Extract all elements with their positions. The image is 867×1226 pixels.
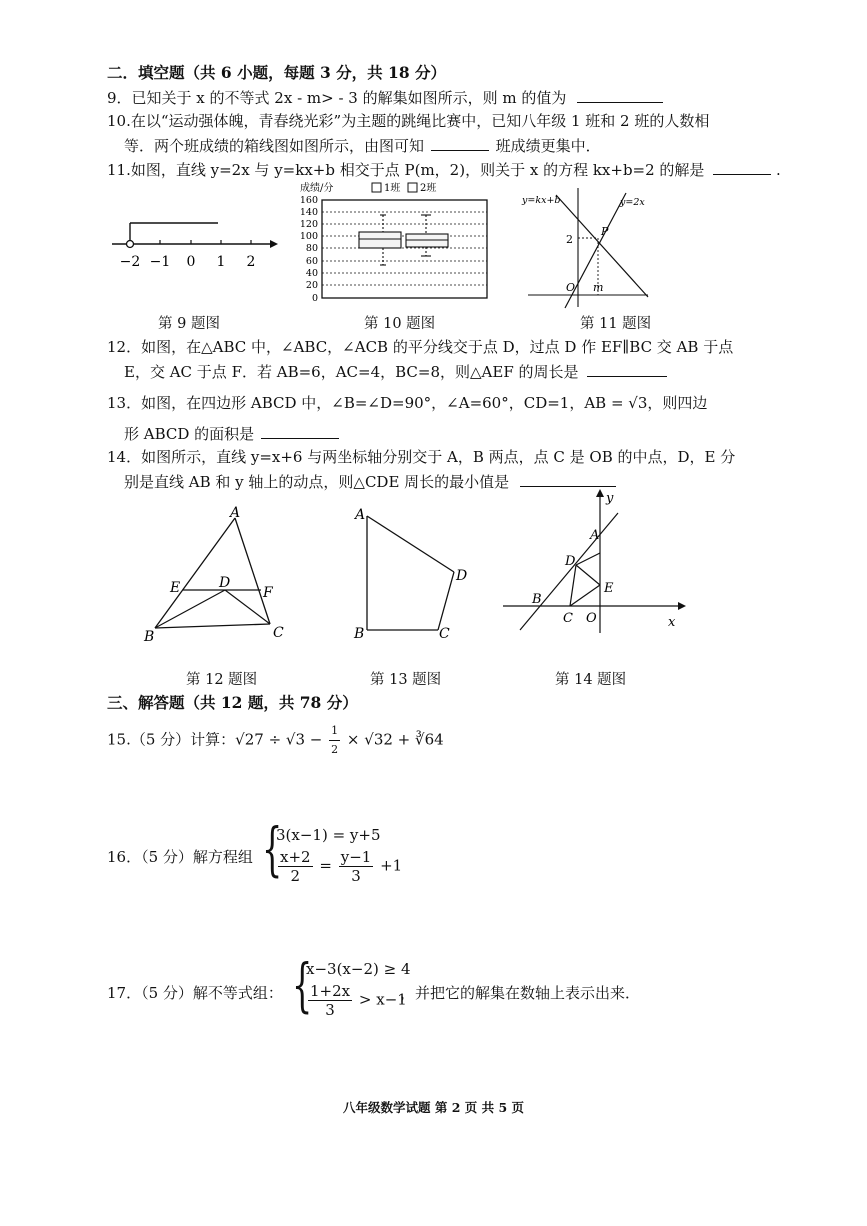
- section-3-title: 三、解答题（共 12 题，共 78 分）: [107, 693, 358, 712]
- ytick-0: 0: [311, 293, 318, 304]
- label-origin: O: [566, 281, 576, 294]
- figure-12-caption: 第 12 题图: [186, 672, 258, 688]
- fraction-denominator: 2: [331, 743, 339, 756]
- tick-label-neg1: −1: [149, 254, 171, 270]
- question-16-eq1: 3(x−1) = y+5: [276, 826, 381, 844]
- question-12-line2: [124, 360, 667, 383]
- figure-9-caption: 第 9 题图: [158, 316, 220, 332]
- page-footer: 八年级数学试题 第 2 页 共 5 页: [342, 1100, 524, 1115]
- figure-14-coordinate: [500, 485, 690, 645]
- tick-label-neg2: −2: [119, 254, 141, 270]
- label-b: B: [354, 626, 365, 642]
- eq2-fraction-right: [339, 848, 374, 885]
- question-10-text-b: 班成绩更集中．: [495, 137, 601, 155]
- label-c: C: [563, 611, 573, 626]
- open-circle: [127, 241, 134, 248]
- answer-blank-12[interactable]: [587, 360, 667, 377]
- question-15: [107, 722, 444, 759]
- eq2-equals: =: [319, 856, 332, 875]
- question-13-line1: 13．如图，在四边形 ABCD 中，∠B=∠D=90°，∠A=60°，CD=1，AB = √3，则四边: [107, 394, 708, 412]
- question-9-text: 9．已知关于 x 的不等式 2x - m> - 3 的解集如图所示，则 m 的值为: [107, 89, 567, 107]
- question-16-label: 16．（5 分）解方程组: [107, 848, 253, 866]
- box-class-2: [406, 215, 448, 256]
- quadrilateral-abcd: [367, 516, 454, 630]
- label-e: E: [170, 580, 181, 596]
- ineq2-fraction: [308, 982, 352, 1019]
- question-11: [107, 158, 781, 181]
- label-point-p: P: [601, 225, 609, 238]
- label-a: A: [355, 507, 366, 523]
- figure-14-caption: 第 14 题图: [555, 672, 627, 688]
- figure-10-caption: 第 10 题图: [364, 316, 436, 332]
- gridlines: [322, 212, 487, 285]
- label-e: E: [604, 581, 614, 596]
- eq2-right-denominator: 3: [351, 867, 361, 885]
- label-line-kx-b: y=kx+b: [522, 195, 561, 206]
- label-f: F: [263, 585, 273, 601]
- ytick-20: 20: [305, 280, 318, 291]
- system-brace-16: {: [262, 815, 283, 883]
- box-class-1: [359, 215, 401, 265]
- answer-blank-9[interactable]: [577, 86, 663, 103]
- label-d: D: [219, 575, 231, 591]
- question-14-text: 别是直线 AB 和 y 轴上的动点，则△CDE 周长的最小值是: [124, 473, 510, 491]
- label-o: O: [586, 611, 597, 626]
- answer-blank-10[interactable]: [431, 134, 489, 151]
- question-12-text: E，交 AC 于点 F．若 AB=6，AC=4，BC=8，则△AEF 的周长是: [124, 363, 579, 381]
- question-12-line1: 12．如图，在△ABC 中，∠ABC，∠ACB 的平分线交于点 D，过点 D 作 EF∥BC 交 AB 于点: [107, 338, 734, 356]
- question-10-line1: 10.在以“运动强体魄，青春绕光彩”为主题的跳绳比赛中，已知八年级 1 班和 2 班的人数相: [107, 112, 710, 130]
- plot-frame: [322, 200, 487, 298]
- question-17-eq2: [306, 982, 407, 1019]
- question-16-eq2: [276, 848, 402, 885]
- label-y: y: [606, 491, 614, 506]
- ytick-100: 100: [299, 231, 318, 242]
- answer-blank-11[interactable]: [713, 158, 771, 175]
- label-b: B: [532, 592, 542, 607]
- label-c: C: [273, 625, 284, 641]
- legend-swatch-1: [372, 183, 381, 192]
- question-13-text: 形 ABCD 的面积是: [124, 425, 255, 443]
- label-line-2x: y=2x: [620, 197, 645, 208]
- figure-13-quadrilateral: [348, 500, 478, 650]
- ytick-60: 60: [305, 256, 318, 267]
- ytick-140: 140: [299, 207, 318, 218]
- figure-11-lines: [520, 185, 655, 310]
- question-11-end: .: [776, 161, 781, 179]
- figure-12-triangle: [138, 500, 298, 650]
- eq2-fraction-left: [278, 848, 313, 885]
- legend-swatch-2: [408, 183, 417, 192]
- legend-label-2: 2班: [420, 183, 437, 194]
- label-m: m: [593, 281, 604, 294]
- label-x: x: [668, 615, 676, 630]
- label-a: A: [590, 528, 600, 543]
- label-a: A: [230, 505, 241, 521]
- label-y-2: 2: [566, 233, 573, 246]
- ytick-120: 120: [299, 219, 318, 230]
- question-17-eq1: x−3(x−2) ≥ 4: [306, 960, 411, 978]
- eq2-left-numerator: x+2: [280, 848, 311, 866]
- ytick-80: 80: [305, 243, 318, 254]
- question-10-text-a: 等．两个班成绩的箱线图如图所示，由图可知: [124, 137, 425, 155]
- figure-13-caption: 第 13 题图: [370, 672, 442, 688]
- figure-10-box-plot: [296, 180, 496, 305]
- question-9: [107, 86, 663, 109]
- tick-label-1: 1: [216, 254, 226, 270]
- eq2-left-denominator: 2: [290, 867, 301, 885]
- x-axis-arrow: [678, 602, 686, 610]
- question-14-line1: 14．如图所示，直线 y=x+6 与两坐标轴分别交于 A，B 两点，点 C 是 OB 的中点，D，E 分: [107, 448, 736, 466]
- answer-blank-13[interactable]: [261, 422, 339, 439]
- section-2-title: 二．填空题（共 6 小题，每题 3 分，共 18 分）: [107, 63, 447, 82]
- legend-label-1: 1班: [384, 183, 401, 194]
- y-axis-arrow: [596, 489, 604, 497]
- ineq2-rhs: > x−1: [358, 990, 407, 1009]
- label-b: B: [144, 629, 155, 645]
- question-10-line2: [124, 134, 601, 157]
- question-13-line2: [124, 422, 339, 445]
- question-15-fraction: [329, 722, 340, 759]
- label-c: C: [439, 626, 450, 642]
- figure-11-caption: 第 11 题图: [580, 316, 652, 332]
- eq2-plus-one: +1: [380, 856, 403, 875]
- question-11-text: 11.如图，直线 y=2x 与 y=kx+b 相交于点 P(m，2)，则关于 x 的方程 kx+b=2 的解是: [107, 161, 705, 179]
- label-d: D: [456, 568, 468, 584]
- number-line-arrow: [270, 240, 278, 248]
- ytick-160: 160: [299, 195, 318, 206]
- fraction-numerator: 1: [329, 722, 340, 741]
- system-brace-17: {: [292, 951, 313, 1019]
- ytick-40: 40: [305, 268, 318, 279]
- tick-label-0: 0: [186, 254, 196, 270]
- question-17-label: 17．（5 分）解不等式组：: [107, 984, 283, 1002]
- tick-label-2: 2: [246, 254, 256, 270]
- label-d: D: [565, 554, 576, 569]
- ineq2-numerator: 1+2x: [310, 982, 351, 1000]
- y-axis-label: 成绩/分: [300, 183, 334, 194]
- question-15-prefix: 15.（5 分）计算：√27 ÷ √3 −: [107, 730, 323, 749]
- ineq2-denominator: 3: [325, 1001, 335, 1019]
- question-15-suffix: × √32 + ∛64: [346, 730, 444, 749]
- eq2-right-numerator: y−1: [340, 848, 372, 866]
- figure-9-number-line: [108, 210, 278, 274]
- question-17-instruction: ，并把它的解集在数轴上表示出来．: [400, 984, 641, 1002]
